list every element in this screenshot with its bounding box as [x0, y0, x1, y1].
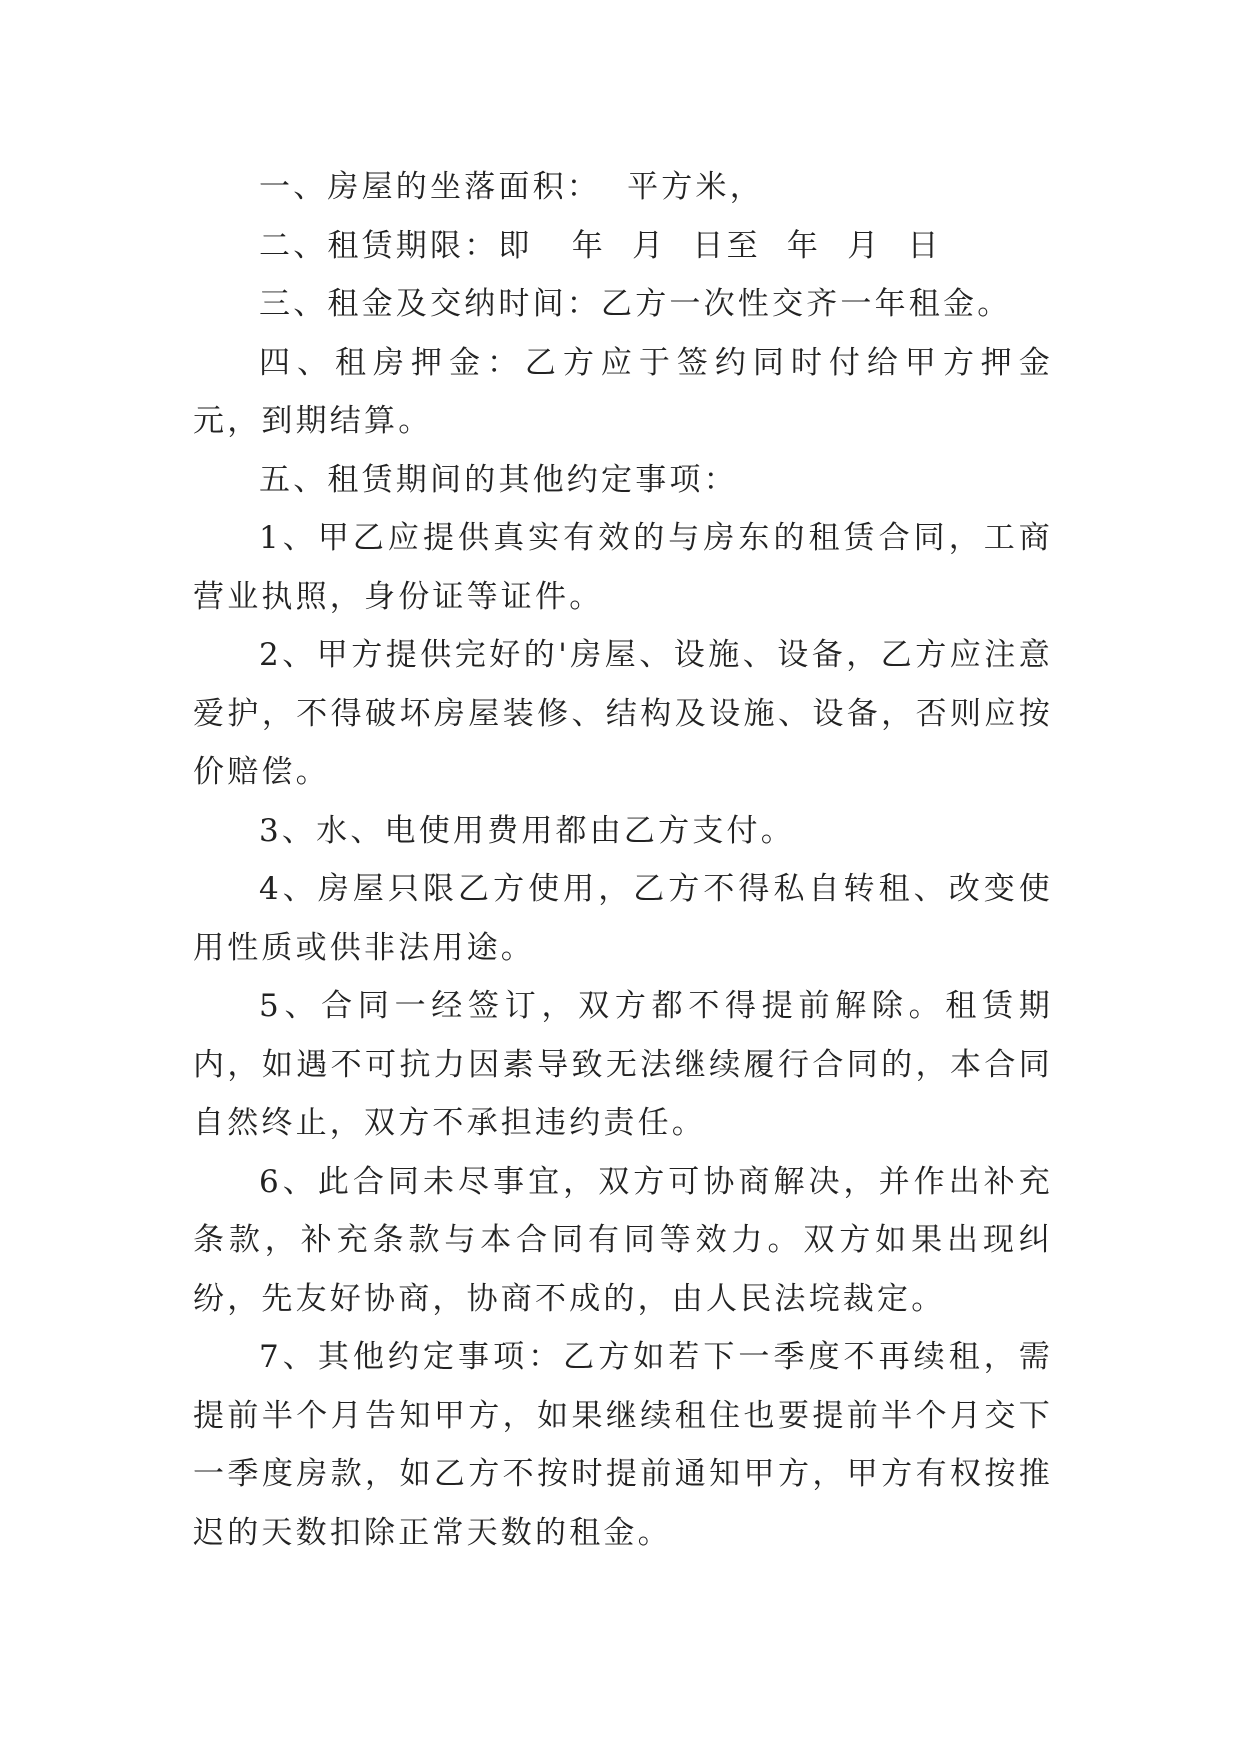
term-item-7: 7、其他约定事项：乙方如若下一季度不再续租，需提前半个月告知甲方，如果继续租住也要提前半个月交下一季度房款，如乙方不按时提前通知甲方，甲方有权按推迟的天数扣除正常天数的租金。	[193, 1339, 1053, 1551]
clause-deposit: 四、租房押金：乙方应于签约同时付给甲方押金 元，到期结算。	[193, 344, 1080, 439]
term-item-1: 1、甲乙应提供真实有效的与房东的租赁合同，工商营业执照，身份证等证件。	[193, 520, 1053, 615]
clause-location-area: 一、房屋的坐落面积： 平方米，	[259, 169, 764, 205]
clause-rent-payment: 三、租金及交纳时间：乙方一次性交齐一年租金。	[259, 286, 1012, 322]
document-body	[193, 158, 1080, 1562]
term-item-6: 6、此合同未尽事宜，双方可协商解决，并作出补充条款，补充条款与本合同有同等效力。双方如果出现纠纷，先友好协商，协商不成的，由人民法垸裁定。	[193, 1163, 1053, 1317]
clause-other-terms-heading: 五、租赁期间的其他约定事项：	[259, 461, 738, 498]
term-item-3: 3、水、电使用费用都由乙方支付。	[259, 812, 795, 849]
term-item-2: 2、甲方提供完好的'房屋、设施、设备，乙方应注意爱护，不得破坏房屋装修、结构及设施、设备，否则应按价赔偿。	[193, 637, 1053, 790]
term-item-4: 4、房屋只限乙方使用，乙方不得私自转租、改变使用性质或供非法用途。	[193, 871, 1053, 966]
clause-lease-term: 二、租赁期限：即 年 月 日至 年 月 日	[259, 227, 942, 264]
term-item-5: 5、合同一经签订，双方都不得提前解除。租赁期内，如遇不可抗力因素导致无法继续履行合同的，本合同自然终止，双方不承担违约责任。	[193, 988, 1053, 1141]
